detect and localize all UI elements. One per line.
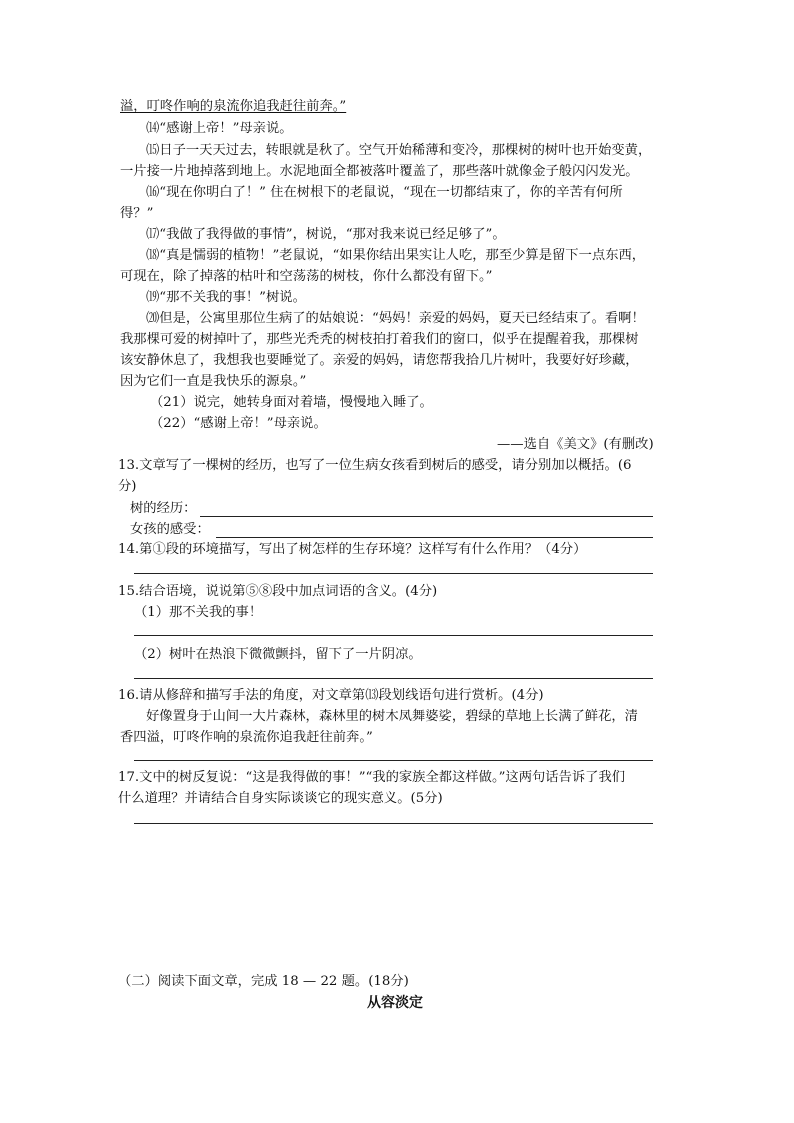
section-2-intro: （二）阅读下面文章，完成 18 — 22 题。(18分) (118, 974, 409, 989)
answer-line (134, 823, 653, 824)
question-15-part-1: （1）那不关我的事！ (134, 605, 263, 620)
answer-line (134, 635, 653, 636)
passage-paragraph-18: ⒅“真是懦弱的植物！”老鼠说，“如果你结出果实让人吃，那至少算是留下一点东西， (146, 248, 646, 263)
question-16-quote: 好像置身于山间一大片森林，森林里的树木凤舞婆娑，碧绿的草地上长满了鲜花，清 (146, 709, 638, 724)
passage-paragraph-19: ⒆“那不关我的事！”树说。 (146, 290, 306, 305)
answer-line (134, 760, 653, 761)
question-17: 17.文中的树反复说：“这是我得做的事！”“我的家族全都这样做。”这两句话告诉了我们 (118, 770, 626, 785)
question-16-quote: 香四溢，叮咚作响的泉流你追我赶往前奔。” (120, 730, 373, 745)
question-14: 14.第①段的环境描写，写出了树怎样的生存环境？这样写有什么作用？（4分） (118, 542, 587, 557)
passage-paragraph-16: ⒃“现在你明白了！” 住在树根下的老鼠说，“现在一切都结束了，你的辛苦有何所 (146, 185, 623, 200)
answer-line (134, 573, 653, 574)
passage-line: 溢，叮咚作响的泉流你追我赶往前奔。” (120, 99, 347, 114)
passage-line: 我那棵可爱的树掉叶了，那些光秃秃的树枝拍打着我们的窗口，似乎在提醒着我，那棵树 (120, 332, 639, 347)
passage-paragraph-22: （22）“感谢上帝！”母亲说。 (150, 416, 327, 431)
question-15-part-2: （2）树叶在热浪下微微颤抖，留下了一片阴凉。 (134, 647, 422, 662)
article-title: 从容淡定 (367, 995, 423, 1011)
answer-label-tree-experience: 树的经历： (130, 501, 197, 516)
answer-label-girl-feelings: 女孩的感受： (130, 522, 210, 537)
passage-line: 该安静休息了，我想我也要睡觉了。亲爱的妈妈，请您帮我拾几片树叶，我要好好珍藏， (120, 353, 639, 368)
question-16: 16.请从修辞和描写手法的角度，对文章第⒀段划线语句进行赏析。(4分) (118, 688, 544, 703)
passage-paragraph-14: ⒁“感谢上帝！”母亲说。 (146, 121, 293, 136)
passage-paragraph-17: ⒄“我做了我得做的事情”，树说，“那对我来说已经足够了”。 (146, 227, 506, 242)
passage-paragraph-21: （21）说完，她转身面对着墙，慢慢地入睡了。 (150, 395, 433, 410)
question-17-cont: 什么道理？并请结合自身实际谈谈它的现实意义。(5分) (118, 791, 443, 806)
answer-line (134, 678, 653, 679)
passage-line: 因为它们一直是我快乐的源泉。” (120, 374, 307, 389)
question-13: 13.文章写了一棵树的经历，也写了一位生病女孩看到树后的感受，请分别加以概括。(6 (118, 458, 632, 473)
source-citation: ——选自《美文》(有删改) (497, 437, 654, 452)
answer-line (200, 516, 653, 517)
passage-line: 得？” (120, 206, 154, 221)
passage-line: 可现在，除了掉落的枯叶和空荡荡的树枝，你什么都没有留下。” (120, 269, 493, 284)
question-13-points: 分) (118, 479, 137, 494)
question-15: 15.结合语境，说说第⑤⑧段中加点词语的含义。(4分) (118, 584, 438, 599)
passage-paragraph-20: ⒇但是，公寓里那位生病了的姑娘说：“妈妈！亲爱的妈妈，夏天已经结束了。看啊！ (146, 311, 645, 326)
passage-paragraph-15: ⒂日子一天天过去，转眼就是秋了。空气开始稀薄和变冷，那棵树的树叶也开始变黄， (146, 143, 652, 158)
answer-line (216, 537, 653, 538)
passage-line: 一片接一片地掉落到地上。水泥地面全都被落叶覆盖了，那些落叶就像金子般闪闪发光。 (120, 164, 639, 179)
